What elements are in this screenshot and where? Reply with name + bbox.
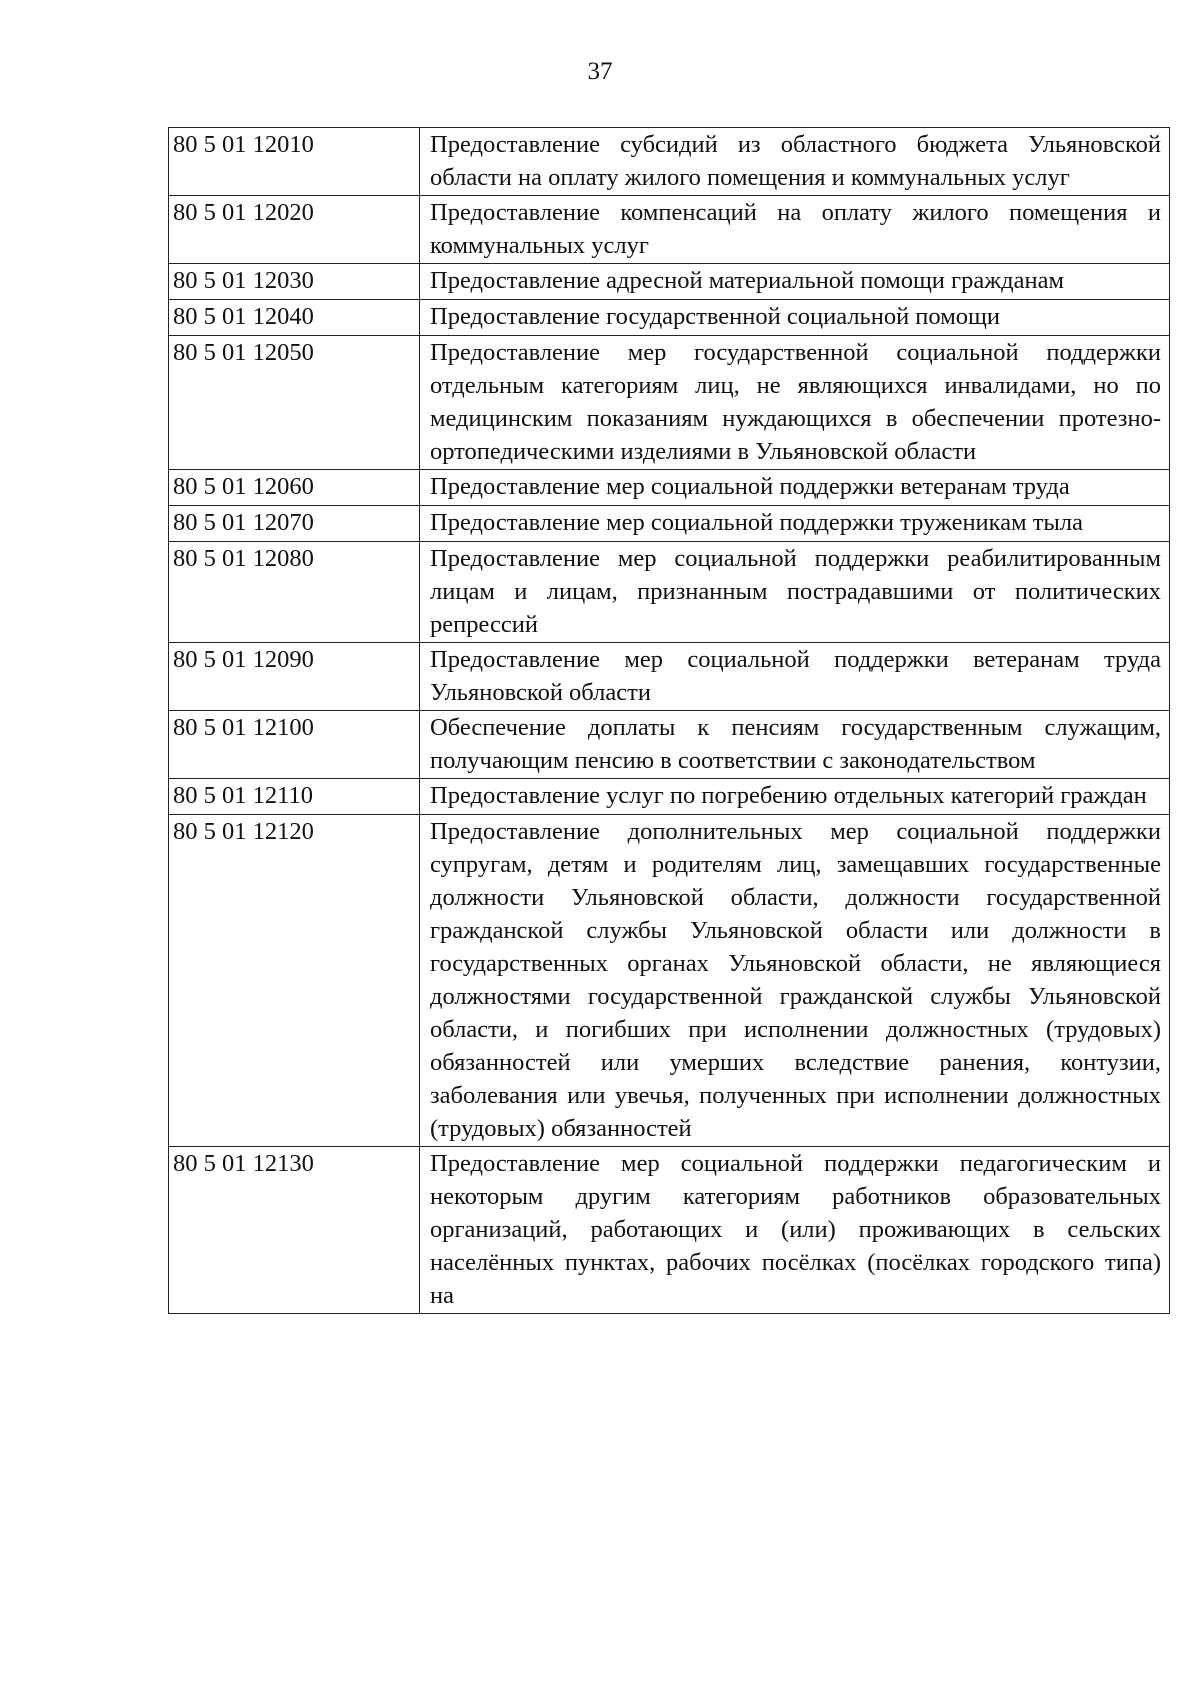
budget-code: 80 5 01 12060 xyxy=(169,470,420,506)
budget-code: 80 5 01 12110 xyxy=(169,779,420,815)
budget-code: 80 5 01 12050 xyxy=(169,336,420,470)
table-row xyxy=(169,128,1170,196)
table-row xyxy=(169,264,1170,300)
code-description: Предоставление мер социальной поддержки труженикам тыла xyxy=(420,506,1170,542)
budget-code: 80 5 01 12130 xyxy=(169,1147,420,1314)
budget-code: 80 5 01 12040 xyxy=(169,300,420,336)
budget-code: 80 5 01 12100 xyxy=(169,711,420,779)
page-number: 37 xyxy=(587,58,613,85)
code-description: Предоставление мер социальной поддержки реабилитированным лицам и лицам, признанным пострадавшими от политических репрессий xyxy=(420,542,1170,643)
table-row xyxy=(169,470,1170,506)
table-row xyxy=(169,779,1170,815)
table-row xyxy=(169,300,1170,336)
table-row xyxy=(169,542,1170,643)
budget-code: 80 5 01 12070 xyxy=(169,506,420,542)
budget-code: 80 5 01 12010 xyxy=(169,128,420,196)
code-description: Предоставление государственной социальной помощи xyxy=(420,300,1170,336)
budget-code-table xyxy=(168,127,1170,1314)
code-description: Предоставление мер государственной социальной поддержки отдельным категориям лиц, не являющихся инвалидами, но по медицинским показаниям нуждающихся в обеспечении протезно-ортопедическими изделиями в Ульяновской области xyxy=(420,336,1170,470)
code-description: Предоставление услуг по погребению отдельных категорий граждан xyxy=(420,779,1170,815)
budget-code: 80 5 01 12090 xyxy=(169,643,420,711)
code-description: Предоставление мер социальной поддержки педагогическим и некоторым другим категориям работников образовательных организаций, работающих и (или) проживающих в сельских населённых пунктах, рабочих посёлках (посёлках городского типа) на xyxy=(420,1147,1170,1314)
code-description: Предоставление адресной материальной помощи гражданам xyxy=(420,264,1170,300)
table-row xyxy=(169,196,1170,264)
table-row xyxy=(169,506,1170,542)
code-description: Предоставление мер социальной поддержки ветеранам труда xyxy=(420,470,1170,506)
code-description: Предоставление субсидий из областного бюджета Ульяновской области на оплату жилого помещения и коммунальных услуг xyxy=(420,128,1170,196)
table-row xyxy=(169,815,1170,1147)
code-description: Предоставление компенсаций на оплату жилого помещения и коммунальных услуг xyxy=(420,196,1170,264)
budget-code: 80 5 01 12120 xyxy=(169,815,420,1147)
code-description: Предоставление мер социальной поддержки ветеранам труда Ульяновской области xyxy=(420,643,1170,711)
table-row xyxy=(169,711,1170,779)
table-row xyxy=(169,643,1170,711)
code-description: Предоставление дополнительных мер социальной поддержки супругам, детям и родителям лиц, замещавших государственные должности Ульяновской области, должности государственной гражданской службы Ульяновской области или должности в государственных органах Ульяновской области, не являющиеся должностями государственной гражданской службы Ульяновской области, и погибших при исполнении должностных (трудовых) обязанностей или умерших вследствие ранения, контузии, заболевания или увечья, полученных при исполнении должностных (трудовых) обязанностей xyxy=(420,815,1170,1147)
budget-code: 80 5 01 12020 xyxy=(169,196,420,264)
table-row xyxy=(169,336,1170,470)
budget-code: 80 5 01 12030 xyxy=(169,264,420,300)
budget-code: 80 5 01 12080 xyxy=(169,542,420,643)
table-row xyxy=(169,1147,1170,1314)
code-description: Обеспечение доплаты к пенсиям государственным служащим, получающим пенсию в соответствии с законодательством xyxy=(420,711,1170,779)
